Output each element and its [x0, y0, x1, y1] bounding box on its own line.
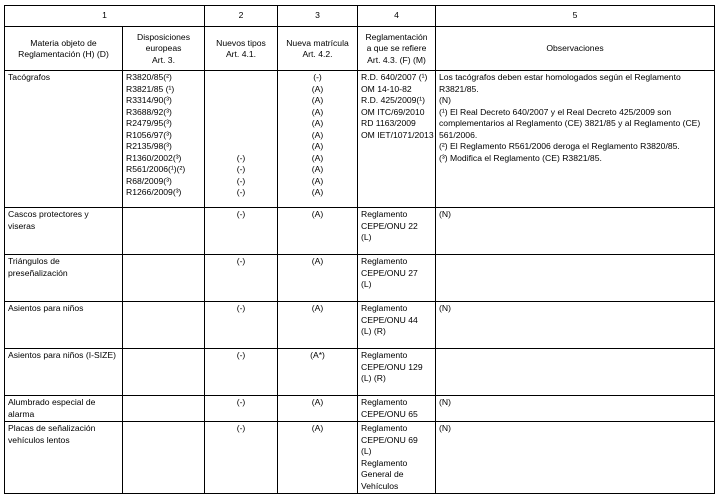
cell-reglamentacion-line: CEPE/ONU 44	[361, 314, 418, 325]
cell-reglamentacion-line: Reglamento	[361, 397, 408, 407]
cell-nueva-matricula-line: (A)	[311, 423, 324, 433]
header-line: Reglamentación	[365, 31, 428, 42]
column-number: 5	[436, 6, 715, 27]
header-line: Disposiciones	[136, 31, 191, 42]
cell-nuevos-tipos-line	[208, 95, 274, 107]
cell-observaciones-line: Los tacógrafos deben estar homologados según el Reglamento R3821/85.	[439, 72, 681, 94]
cell-nueva-matricula	[278, 71, 358, 208]
cell-observaciones-line: (N)	[439, 95, 451, 105]
cell-reglamentacion	[358, 396, 436, 422]
cell-reglamentacion	[358, 302, 436, 349]
cell-disposiciones-line: R3314/90(³)	[126, 95, 172, 105]
cell-disposiciones-line: R2135/98(³)	[126, 141, 172, 151]
cell-disposiciones-line: R3820/85(²)	[126, 72, 172, 82]
cell-nuevos-tipos-line: (-)	[236, 164, 246, 174]
cell-reglamentacion-line: General de	[361, 469, 404, 479]
cell-nuevos-tipos-line	[208, 72, 274, 84]
cell-reglamentacion-line: Reglamento	[361, 423, 408, 433]
cell-nueva-matricula-line: (A)	[311, 118, 324, 128]
cell-observaciones	[436, 349, 715, 396]
cell-nueva-matricula-line: (-)	[313, 72, 322, 82]
cell-materia	[5, 396, 123, 422]
cell-disposiciones-line: R1266/2009(³)	[126, 187, 182, 197]
header-line: Nuevos tipos	[216, 37, 266, 48]
cell-nuevos-tipos	[205, 302, 278, 349]
cell-reglamentacion	[358, 71, 436, 208]
cell-nueva-matricula-line: (A)	[311, 106, 324, 117]
cell-reglamentacion-line: CEPE/ONU 65	[361, 408, 418, 419]
cell-disposiciones-line: R2479/95(³)	[126, 118, 172, 128]
table-row	[5, 349, 715, 396]
column-number: 2	[205, 6, 278, 27]
cell-nuevos-tipos-line: (-)	[236, 397, 246, 407]
cell-disposiciones-line: R561/2006(¹)(²)	[126, 164, 186, 174]
cell-materia-line: alarma	[8, 408, 35, 419]
cell-reglamentacion-line: (L)	[361, 279, 372, 289]
cell-nueva-matricula-line: (A)	[311, 303, 324, 313]
cell-materia-line: Asientos para niños (I-SIZE)	[8, 350, 116, 360]
cell-observaciones	[436, 71, 715, 208]
cell-nueva-matricula-line: (A)	[311, 141, 324, 151]
cell-disposiciones	[123, 208, 205, 255]
cell-nueva-matricula-line: (A)	[311, 83, 324, 94]
cell-reglamentacion-line: CEPE/ONU 129	[361, 361, 423, 372]
cell-observaciones-line: (N)	[439, 209, 451, 219]
cell-materia	[5, 422, 123, 494]
cell-materia-line: Asientos para niños	[8, 303, 84, 313]
cell-observaciones-line: (¹) El Real Decreto 640/2007 y el Real Decreto 425/2009 son complementarios al Reglamento (CE) 3821/85 y al Reglamento (CE) 561/2006.	[439, 106, 701, 140]
cell-nueva-matricula-line: (A)	[311, 187, 324, 197]
regulation-document	[4, 5, 715, 494]
cell-nuevos-tipos	[205, 71, 278, 208]
cell-nueva-matricula-line: (A*)	[310, 350, 325, 360]
cell-nuevos-tipos-line: (-)	[236, 209, 246, 219]
cell-nuevos-tipos	[205, 349, 278, 396]
cell-disposiciones	[123, 396, 205, 422]
table-row	[5, 302, 715, 349]
cell-reglamentacion	[358, 349, 436, 396]
cell-nuevos-tipos-line: (-)	[236, 187, 246, 197]
cell-reglamentacion-line: CEPE/ONU 27	[361, 267, 418, 278]
column-number: 3	[278, 6, 358, 27]
cell-nueva-matricula-line: (A)	[311, 129, 324, 140]
cell-observaciones-line: (²) El Reglamento R561/2006 deroga el Reglamento R3820/85.	[439, 141, 680, 151]
cell-nueva-matricula-line: (A)	[311, 152, 324, 163]
header-line: Nueva matrícula	[286, 37, 349, 48]
cell-disposiciones	[123, 422, 205, 494]
header-observaciones	[436, 27, 715, 71]
cell-reglamentacion-line: Reglamento	[361, 303, 408, 313]
header-line: a que se refiere	[366, 43, 427, 54]
cell-reglamentacion-line: Reglamento	[361, 350, 408, 360]
cell-reglamentacion-line: RD 1163/2009	[361, 118, 416, 128]
cell-disposiciones-line: R3821/85 (¹)	[126, 83, 175, 94]
cell-nuevos-tipos-line: (-)	[236, 423, 246, 433]
cell-nueva-matricula	[278, 422, 358, 494]
cell-materia-line: Placas de señalización	[8, 423, 96, 433]
cell-materia-line: Cascos protectores y	[8, 209, 89, 219]
header-line: europeas	[145, 43, 182, 54]
cell-materia-line: Alumbrado especial de	[8, 397, 96, 407]
cell-observaciones-line: (N)	[439, 303, 451, 313]
cell-materia-line: Tacógrafos	[8, 72, 51, 82]
cell-nueva-matricula	[278, 349, 358, 396]
cell-reglamentacion-line: Reglamento	[361, 256, 408, 266]
cell-nuevos-tipos-line: (-)	[236, 152, 246, 163]
cell-disposiciones	[123, 71, 205, 208]
cell-materia	[5, 302, 123, 349]
cell-nuevos-tipos-line	[208, 84, 274, 96]
cell-nueva-matricula	[278, 255, 358, 302]
column-number: 1	[5, 6, 205, 27]
cell-reglamentacion	[358, 422, 436, 494]
cell-materia-line: preseñalización	[8, 267, 68, 278]
cell-nuevos-tipos-line: (-)	[236, 303, 246, 313]
cell-reglamentacion-line: (L) (R)	[361, 373, 386, 383]
column-number-row	[5, 6, 715, 27]
cell-reglamentacion-line: Reglamento	[361, 209, 408, 219]
cell-nueva-matricula	[278, 396, 358, 422]
table-row	[5, 208, 715, 255]
cell-nuevos-tipos	[205, 396, 278, 422]
column-number: 4	[358, 6, 436, 27]
cell-materia	[5, 255, 123, 302]
cell-nuevos-tipos	[205, 255, 278, 302]
cell-disposiciones-line: R68/2009(³)	[126, 175, 172, 186]
cell-materia	[5, 208, 123, 255]
cell-reglamentacion-line: (L)	[361, 232, 372, 242]
cell-nueva-matricula-line: (A)	[311, 95, 324, 105]
cell-reglamentacion-line: OM IET/1071/2013	[361, 129, 434, 140]
table-row	[5, 422, 715, 494]
table-row	[5, 396, 715, 422]
cell-nuevos-tipos-line: (-)	[236, 175, 246, 186]
cell-reglamentacion-line: Reglamento	[361, 457, 408, 468]
header-nuevos-tipos	[205, 27, 278, 71]
cell-observaciones	[436, 422, 715, 494]
regulation-table	[4, 5, 715, 494]
cell-nuevos-tipos-line: (-)	[236, 350, 246, 360]
cell-materia-line: vehículos lentos	[8, 434, 70, 445]
cell-observaciones	[436, 396, 715, 422]
cell-nueva-matricula-line: (A)	[311, 397, 324, 407]
cell-nuevos-tipos-line: (-)	[236, 256, 246, 266]
header-disposiciones	[123, 27, 205, 71]
cell-observaciones	[436, 208, 715, 255]
cell-nuevos-tipos-line	[208, 130, 274, 142]
cell-disposiciones-line: R1056/97(³)	[126, 129, 172, 140]
header-reglamentacion	[358, 27, 436, 71]
table-row	[5, 255, 715, 302]
cell-materia-line: viseras	[8, 220, 36, 231]
header-nueva-matricula	[278, 27, 358, 71]
cell-reglamentacion-line: CEPE/ONU 69	[361, 434, 418, 445]
cell-nueva-matricula-line: (A)	[311, 164, 324, 174]
cell-disposiciones-line: R1360/2002(³)	[126, 152, 182, 163]
cell-nueva-matricula-line: (A)	[311, 256, 324, 266]
cell-reglamentacion-line: (L) (R)	[361, 326, 386, 336]
cell-reglamentacion-line: R.D. 640/2007 (¹)	[361, 72, 428, 82]
cell-nuevos-tipos	[205, 422, 278, 494]
cell-reglamentacion-line: CEPE/ONU 22	[361, 220, 418, 231]
cell-observaciones-line: (N)	[439, 397, 451, 407]
cell-materia	[5, 349, 123, 396]
cell-materia	[5, 71, 123, 208]
cell-reglamentacion	[358, 255, 436, 302]
header-line: Reglamentación (H) (D)	[18, 49, 109, 59]
header-line: Art. 4.2.	[302, 49, 333, 59]
cell-reglamentacion	[358, 208, 436, 255]
cell-disposiciones	[123, 302, 205, 349]
cell-nuevos-tipos	[205, 208, 278, 255]
header-row	[5, 27, 715, 71]
header-line: Materia objeto de	[30, 37, 97, 48]
header-line: Art. 3.	[152, 54, 175, 65]
cell-materia-line: Triángulos de	[8, 256, 60, 266]
cell-nueva-matricula-line: (A)	[311, 209, 324, 219]
header-line: Art. 4.3. (F) (M)	[367, 54, 426, 65]
cell-nueva-matricula	[278, 302, 358, 349]
cell-reglamentacion-line: OM ITC/69/2010	[361, 106, 425, 117]
cell-disposiciones-line: R3688/92(³)	[126, 106, 172, 117]
cell-reglamentacion-line: Vehículos	[361, 480, 399, 491]
cell-reglamentacion-line: OM 14-10-82	[361, 83, 412, 94]
header-line: Art. 4.1.	[225, 49, 257, 59]
header-materia	[5, 27, 123, 71]
cell-disposiciones	[123, 255, 205, 302]
cell-observaciones	[436, 255, 715, 302]
cell-observaciones-line: (N)	[439, 423, 451, 433]
cell-observaciones	[436, 302, 715, 349]
cell-nueva-matricula	[278, 208, 358, 255]
cell-nuevos-tipos-line	[208, 107, 274, 119]
cell-nueva-matricula-line: (A)	[311, 175, 324, 186]
cell-nuevos-tipos-line	[208, 118, 274, 130]
cell-observaciones-line: (³) Modifica el Reglamento (CE) R3821/85.	[439, 152, 602, 163]
cell-reglamentacion-line: R.D. 425/2009(¹)	[361, 95, 426, 105]
table-row	[5, 71, 715, 208]
cell-reglamentacion-line: (L)	[361, 446, 372, 456]
cell-nuevos-tipos-line	[208, 141, 274, 153]
cell-disposiciones	[123, 349, 205, 396]
header-line: Observaciones	[546, 43, 604, 54]
